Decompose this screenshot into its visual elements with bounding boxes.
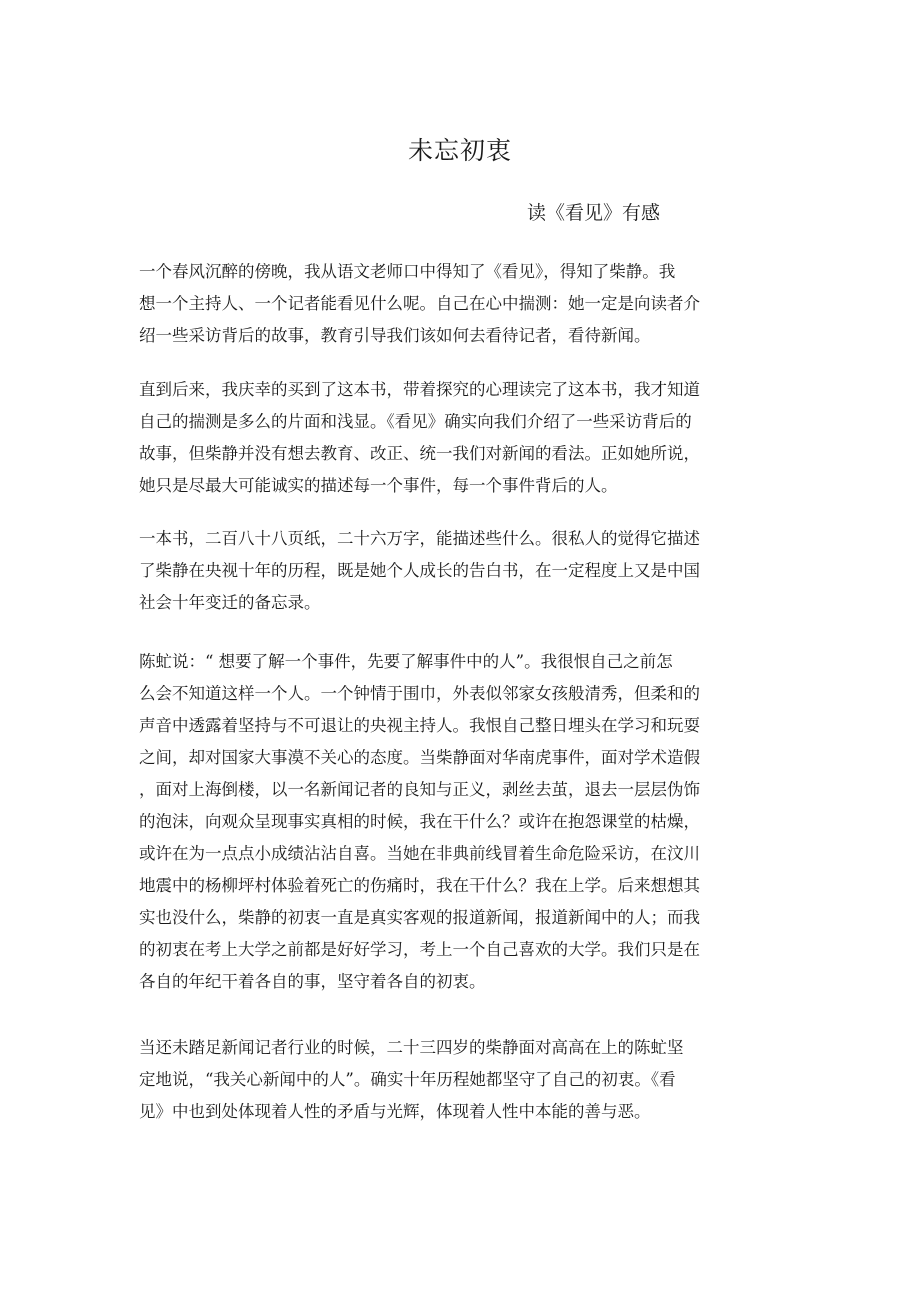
text-line: 直到后来，我庆幸的买到了这本书，带着探究的心理读完了这本书，我才知道 (139, 380, 700, 399)
text-line: 定地说，“我关心新闻中的人”。确实十年历程她都坚守了自己的初衷。《看 (139, 1070, 676, 1089)
text-line: 想一个主持人、一个记者能看见什么呢。自己在心中揣测：她一定是向读者介 (139, 294, 700, 313)
paragraph-4 (139, 646, 739, 998)
text-line: 的初衷在考上大学之前都是好好学习，考上一个自己喜欢的大学。我们只是在 (139, 940, 700, 959)
text-line: 实也没什么，柴静的初衷一直是真实客观的报道新闻，报道新闻中的人；而我 (139, 908, 700, 927)
paragraph-3 (139, 523, 739, 619)
paragraph-5 (139, 1032, 739, 1128)
document-subtitle: 读《看见》有感 (527, 202, 661, 224)
text-line: 之间，却对国家大事漠不关心的态度。当柴静面对华南虎事件，面对学术造假 (139, 748, 700, 767)
text-line: 或许在为一点点小成绩沾沾自喜。当她在非典前线冒着生命危险采访，在汶川 (139, 844, 700, 863)
text-line: 地震中的杨柳坪村体验着死亡的伤痛时，我在干什么？我在上学。后来想想其 (139, 876, 700, 895)
text-line: 一个春风沉醉的傍晚，我从语文老师口中得知了《看见》，得知了柴静。我 (139, 262, 676, 281)
text-line: 见》中也到处体现着人性的矛盾与光辉，体现着人性中本能的善与恶。 (139, 1102, 651, 1121)
text-line: ，面对上海倒楼，以一名新闻记者的良知与正义，剥丝去茧，退去一层层伪饰 (139, 780, 700, 799)
text-line: 各自的年纪干着各自的事，坚守着各自的初衷。 (139, 972, 486, 991)
paragraph-2 (139, 374, 739, 502)
text-line: 么会不知道这样一个人。一个钟情于围巾，外表似邻家女孩般清秀，但柔和的 (139, 684, 700, 703)
paragraph-1 (139, 256, 739, 352)
text-line: 陈虻说：“ 想要了解一个事件，先要了解事件中的人”。我很恨自己之前怎 (139, 652, 673, 671)
text-line: 她只是尽最大可能诚实的描述每一个事件，每一个事件背后的人。 (139, 476, 618, 495)
text-line: 一本书，二百八十八页纸，二十六万字，能描述些什么。很私人的觉得它描述 (139, 529, 700, 548)
text-line: 的泡沫，向观众呈现事实真相的时候，我在干什么？或许在抱怨课堂的枯燥， (139, 812, 700, 831)
text-line: 了柴静在央视十年的历程，既是她个人成长的告白书，在一定程度上又是中国 (139, 561, 700, 580)
document-title: 未忘初衷 (407, 136, 512, 165)
text-line: 自己的揣测是多么的片面和浅显。《看见》确实向我们介绍了一些采访背后的 (139, 412, 692, 431)
text-line: 当还未踏足新闻记者行业的时候，二十三四岁的柴静面对高高在上的陈虻坚 (139, 1038, 684, 1057)
text-line: 绍一些采访背后的故事，教育引导我们该如何去看待记者，看待新闻。 (139, 326, 651, 345)
text-line: 故事，但柴静并没有想去教育、改正、统一我们对新闻的看法。正如她所说， (139, 444, 700, 463)
text-line: 社会十年变迁的备忘录。 (139, 593, 321, 612)
text-line: 声音中透露着坚持与不可退让的央视主持人。我恨自己整日埋头在学习和玩耍 (139, 716, 700, 735)
